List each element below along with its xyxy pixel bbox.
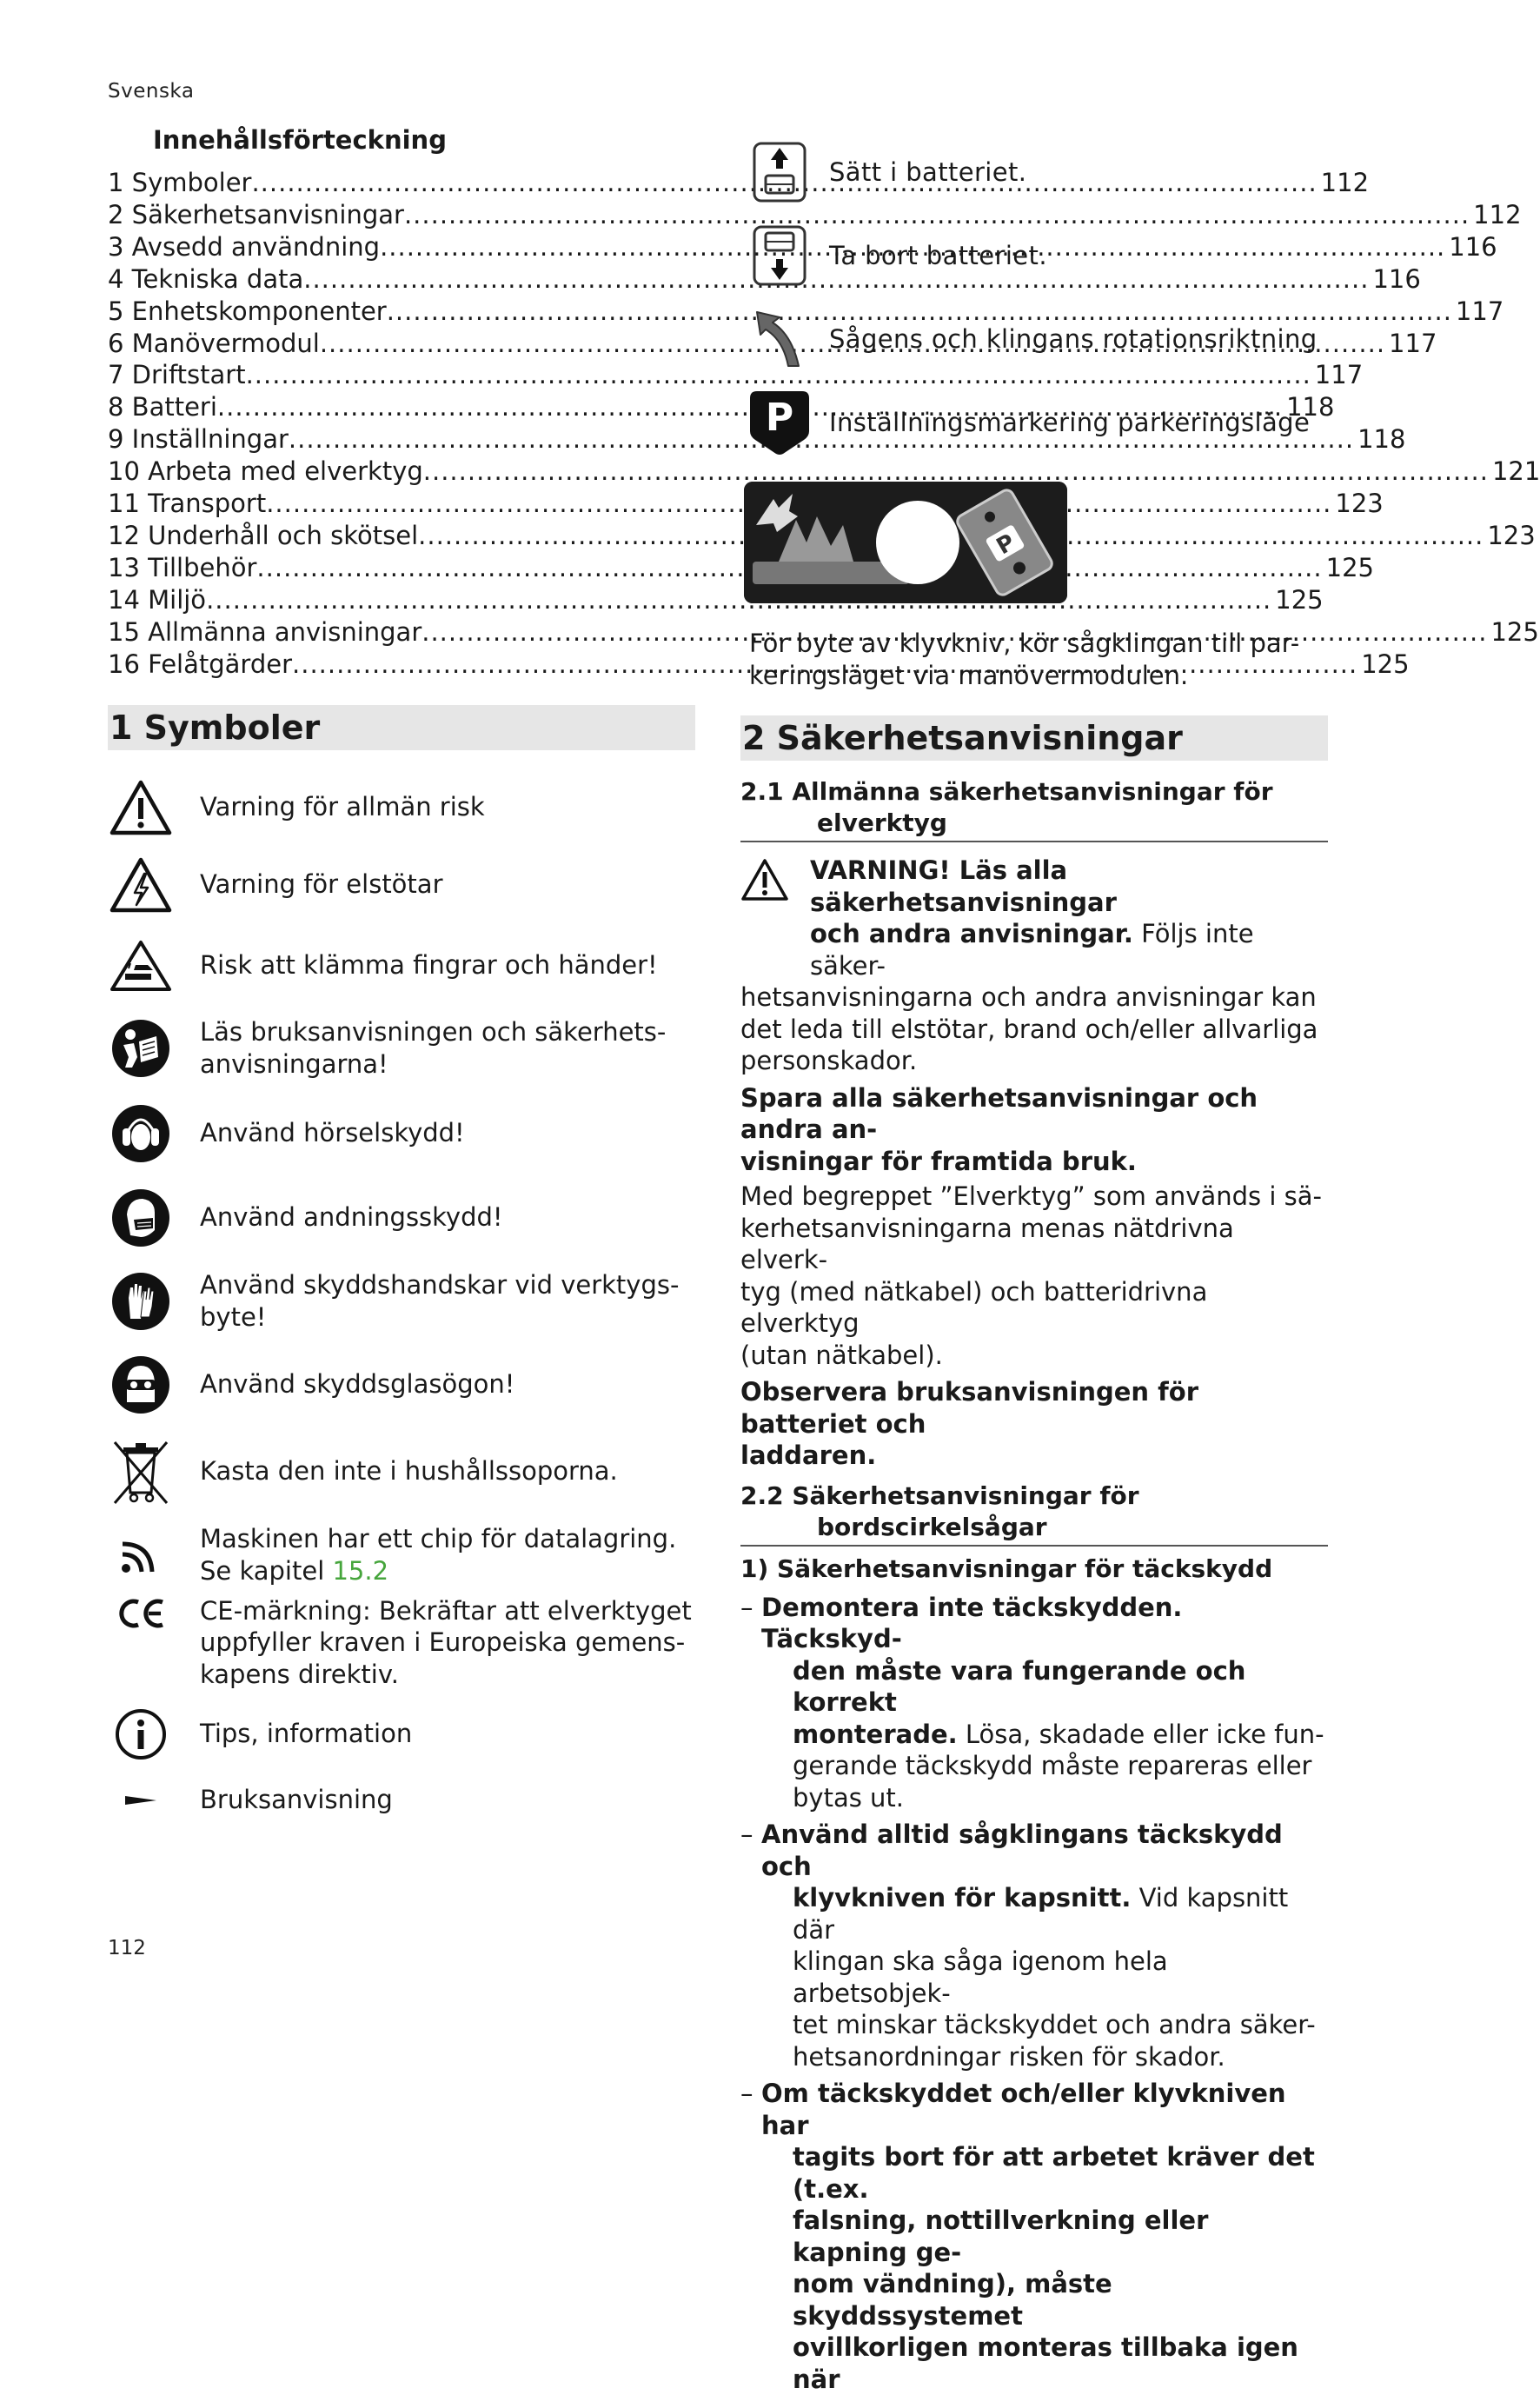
symbol-text: Maskinen har ett chip för datalagring. Se kapitel 15.2 [200,1524,677,1586]
parking-mode-illustration [744,482,1067,603]
symbol-row [108,771,695,844]
symbol-text: Risk att klämma fingrar och händer! [200,950,658,981]
subsection-heading: 2.1 Allmänna säkerhetsanvisningar för elverktyg [740,776,1328,842]
symbol-row [108,1767,695,1833]
toc-entry[interactable] [108,488,1384,520]
toc-entry-label: 13 Tillbehör [108,552,257,582]
toc-entry[interactable] [108,552,1374,584]
symbol-text: CE-märkning: Bekräftar att elverktyget uppfyller kraven i Europeiska gemens- kapens direktiv. [200,1595,692,1689]
toc-entry-label: 14 Miljö [108,584,207,615]
list-item: – Demontera inte täckskydden. Täckskyd- den måste vara fungerande och korrekt monterade. Lösa, skadade eller icke fun- gerande täckskydd måste repareras eller bytas ut. [740,1592,1324,1813]
toc-entry-page: 116 [1372,263,1421,294]
symbol-text: Tips, information [200,1719,413,1749]
ce-mark-icon [108,1595,174,1632]
subsection-heading: 2.2 Säkerhetsanvisningar för bordscirkelsågar [740,1480,1328,1547]
toc-entry-page: 112 [1473,199,1522,230]
toc-entry-label: 4 Tekniska data [108,263,304,294]
svg-text:P: P [992,529,1020,561]
toc-entry-label: 5 Enhetskomponenter [108,296,387,326]
symbol-row [108,926,695,1006]
symbol-row [749,381,1328,464]
toc-entry-page: 125 [1325,552,1374,582]
symbol-row [108,1091,695,1176]
symbol-text: Läs bruksanvisningen och säkerhets- anvisningarna! [200,1017,667,1079]
page-number: 112 [108,1937,146,1959]
symbol-text: Varning för elstötar [200,869,443,900]
parking-note: För byte av klyvkniv, kör sågklingan till par- keringsläget via manövermodulen. [749,629,1300,690]
symbol-row [108,844,695,926]
toc-entry[interactable] [108,359,1364,391]
symbol-text: Kasta den inte i hushållssoporna. [200,1456,618,1487]
toc-entry-page: 117 [1389,328,1437,358]
toc-entry-label: 11 Transport [108,489,267,519]
symbol-row [108,1343,695,1427]
symbol-text: Sätt i batteriet. [829,157,1027,187]
toc-entry[interactable] [108,584,1324,616]
section-heading-safety: 2 Säkerhetsanvisningar [740,715,1328,761]
toc-entry[interactable] [108,263,1421,296]
symbol-text: Använd skyddshandskar vid verktygs- byte! [200,1270,680,1332]
gloves-icon [108,1268,174,1334]
battery-notice: Observera bruksanvisningen för batteriet och laddaren. [740,1377,1198,1470]
crossed-bin-icon [108,1439,174,1505]
manual-arrow-icon [108,1767,174,1833]
safety-goggles-icon [108,1352,174,1418]
warning-triangle-icon [740,858,789,909]
toc-entry[interactable] [108,456,1540,488]
section-heading-symbols: 1 Symboler [108,705,695,750]
symbol-list [108,771,695,1833]
symbol-row [108,1006,695,1091]
symbol-text: Använd skyddsglasögon! [200,1369,515,1400]
toc-entry-page: 118 [1286,392,1335,422]
toc-entry[interactable] [108,199,1522,231]
electric-shock-icon [108,852,174,918]
toc-entry[interactable] [108,423,1406,456]
toc-entry-label: 15 Allmänna anvisningar [108,616,422,647]
toc-entry-label: 3 Avsedd användning [108,231,381,262]
info-icon [108,1701,174,1767]
symbol-text: Använd andningsskydd! [200,1202,503,1233]
warning-triangle-icon [108,775,174,841]
toc-entry-label: 12 Underhåll och skötsel [108,520,419,550]
symbol-text: Använd hörselskydd! [200,1118,465,1148]
toc-entry-page: 123 [1487,520,1536,550]
symbol-row [108,1260,695,1343]
symbol-row [108,1593,695,1701]
insert-battery-icon [749,141,810,203]
toc-entry-label: 8 Batteri [108,392,217,422]
symbol-row [108,1427,695,1517]
remove-battery-icon [749,224,810,287]
svg-text:P: P [765,396,794,440]
toc-title: Innehållsförteckning [153,125,447,155]
toc-entry[interactable] [108,296,1504,328]
symbol-row [749,130,1328,214]
toc-entry-label: 9 Inställningar [108,424,289,455]
symbol-row [749,297,1328,381]
hand-crush-icon [108,933,174,999]
symbol-text: Sågens och klingans rotationsriktning [829,324,1318,354]
right-column [740,130,1328,2395]
subsection-general-safety [740,776,1328,842]
definition-paragraph: Med begreppet ”Elverktyg” som används i sä- kerhetsanvisningarna menas nätdrivna elverk- tyg (med nätkabel) och batteridrivna elverktyg (utan nätkabel). [740,1181,1322,1370]
rotation-direction-icon [749,308,810,370]
toc-entry-label: 10 Arbeta med elverktyg [108,456,423,487]
toc-entry-page: 112 [1320,168,1370,197]
chapter-link[interactable]: 15.2 [332,1555,389,1586]
toc-entry-page: 116 [1449,231,1497,262]
toc-entry-page: 121 [1491,456,1540,487]
data-chip-icon [108,1522,174,1588]
symbol-row [108,1517,695,1593]
list-item: – Om täckskyddet och/eller klyvkniven har tagits bort för att arbetet kräver det (t.ex. falsning, nottillverkning eller kapning ge- nom vändning), måste skyddssystemet ovillkorligen monteras tillbaka igen när [740,2079,1315,2394]
parking-p-icon [749,391,810,454]
respirator-icon [108,1185,174,1251]
symbol-text: Varning för allmän risk [200,792,485,822]
toc-entry-page: 118 [1357,424,1406,455]
toc-entry[interactable] [108,616,1539,649]
read-manual-icon [108,1015,174,1081]
toc-entry-page: 123 [1335,489,1384,519]
toc-entry-page: 117 [1455,296,1504,326]
symbol-row [108,1701,695,1767]
ear-protection-icon [108,1101,174,1167]
toc-entry-label: 1 Symboler [108,168,252,197]
warning-paragraph: VARNING! Läs alla säkerhetsanvisningar och andra anvisningar. Följs inte säker- hetsanvisningarna och andra anvisningar kan det leda till elstötar, brand och/eller allvarliga personskador. [740,855,1318,1075]
toc-entry-page: 125 [1275,584,1324,615]
toc-entry-label: 6 Manövermodul [108,328,320,358]
save-instructions: Spara alla säkerhetsanvisningar och andra an- visningar för framtida bruk. [740,1082,1258,1176]
symbol-text: Ta bort batteriet. [829,241,1047,270]
symbol-text: Inställningsmarkering parkeringsläge [829,408,1311,437]
symbol-text: Bruksanvisning [200,1785,393,1815]
language-label: Svenska [108,80,195,103]
toc-entry-label: 2 Säkerhetsanvisningar [108,199,404,230]
symbol-row [108,1176,695,1260]
guard-heading: 1) Säkerhetsanvisningar för täckskydd [740,1553,1273,1583]
toc-entry-label: 16 Felåtgärder [108,649,293,679]
toc-entry-page: 125 [1490,616,1539,647]
toc-entry[interactable] [108,520,1536,552]
toc-entry-page: 117 [1314,360,1364,390]
toc-entry-label: 7 Driftstart [108,360,246,390]
symbol-row [749,214,1328,297]
toc-entry-page: 125 [1361,649,1410,679]
list-item: – Använd alltid sågklingans täckskydd och klyvkniven för kapsnitt. Vid kapsnitt där klingan ska såga igenom hela arbetsobjek- tet minskar täckskyddet och andra säker- hetsanordningar risken för skador. [740,1820,1316,2072]
